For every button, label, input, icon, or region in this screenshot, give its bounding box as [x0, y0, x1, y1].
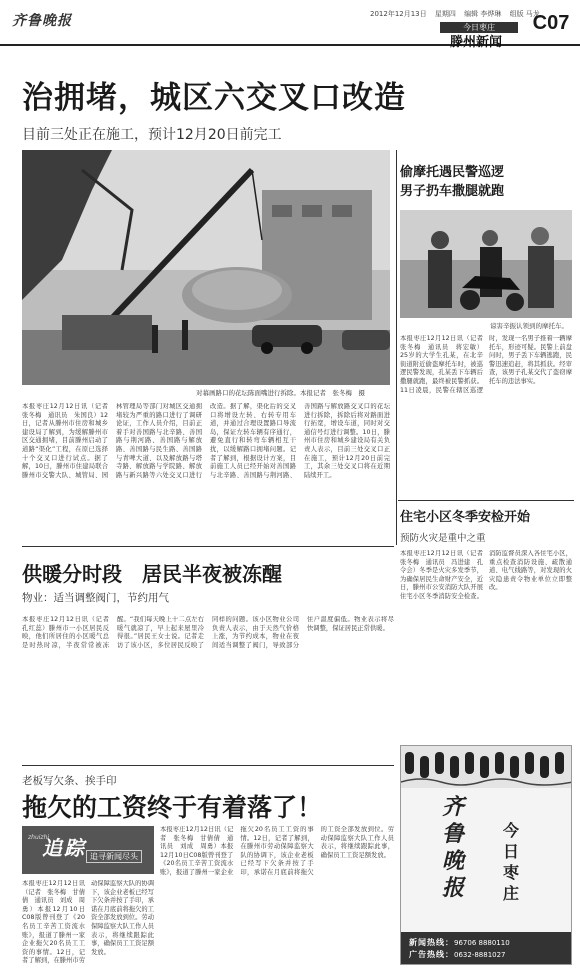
- side-a-photo: [400, 210, 572, 318]
- side-a-photo-caption: 谅害辛振认领到的摩托车。: [490, 322, 568, 330]
- side-b-body: 本报枣庄12月12日讯（记者 张冬梅 通讯员 冯进建 孔令会）冬季是火灾多发季节，为确保居民生命财产安全，近日，滕州市公安消防大队开展住宅小区冬季消防安全检查。消防监督员深入各住宅小区，重点检查消防设施、疏散通道、电气线路等，对发现的火灾隐患责令物业单位立即整改。: [400, 550, 572, 600]
- ad-today: 今日枣庄: [502, 821, 519, 903]
- story-a-photo: [22, 150, 390, 385]
- side-b-subtitle: 预防火灾是重中之重: [400, 533, 486, 544]
- story-a-body: 本报枣庄12月12日讯（记者 张冬梅 通讯员 朱国良）12日，记者从滕州市住房和城乡建设局了解到，为缓解滕州市区交通拥堵，目前滕州启动了道路“渠化”工程，在原已选择十个交叉口进行试点。据了解，10日，滕州市住建局联合滕州市交警大队、城管局、园林管理局等部门对城区交通拥堵较为严重的路口进行了调研论证，工作人员介绍，目前正着手对善国路与北辛路、善国路与荆河路、善国路与解放路、善国路与民生路、善国路与青啤大道、以及解放路与塔寺路、解放路与学院路、解放路与新兴路等六处交叉口进行改造。据了解，渠化后的交叉口将增设左转、右转专用车道，并通过合理设置路口导流岛，保证左转车辆有序通行，避免直行和转弯车辆相互干扰，以缓解路口拥堵问题。记者了解到，根据设计方案，目前施工人员已经开始对善国路与北辛路、善国路与荆河路、善国路与解放路交叉口的花坛进行拆除，拆除后将对路面进行拓宽，增设车道，同时对交通信号灯进行调整。10日，滕州市住房和城乡建设局有关负责人表示，目前三处交叉口正在施工，预计12月20日前完工，其余三处交叉口将在近期陆续开工。: [22, 403, 390, 479]
- story-c-body-right: 本报枣庄12月12日讯（记者 张冬梅 甘倩倩 通讯员 刘成 周勇）本报12月10日C08版曾刊登了《20名员工辛苦工资流水账》，报道了滕州一家企业拖欠20名员工工资的事情。12日，记者了解到，在滕州市劳动保障监察大队的协调下，该企业老板已经写下欠条并按了手印，承诺在月底前将拖欠的工资全部发放到位。劳动保障监察大队工作人员表示，将继续跟踪此事，确保员工工资足额发放。: [160, 826, 394, 876]
- column-divider: [396, 150, 397, 545]
- story-a-headline: 治拥堵，城区六交叉口改造: [22, 80, 406, 116]
- side-a-title-1: 偷摩托遇民警巡逻: [400, 165, 505, 180]
- editor-credit: 编辑 李烨琳: [464, 10, 502, 18]
- story-c-body-left: 本报枣庄12月12日讯（记者 张冬梅 甘倩倩 通讯员 刘成 周勇）本报12月10日C08版曾刊登了《20名员工辛苦工资流水账》，报道了滕州一家企业拖欠20名员工工资的事情。12日，记者了解到，在滕州市劳动保障监察大队的协调下，该企业老板已经写下欠条并按了手印，承诺在月底前将拖欠的工资全部发放到位。劳动保障监察大队工作人员表示，将继续跟踪此事，确保员工工资足额发放。: [22, 880, 154, 965]
- issue-date: 2012年12月13日: [370, 10, 427, 18]
- page-number: C07: [532, 12, 570, 34]
- newspaper-ad: [400, 745, 572, 965]
- story-c-kicker: 老板写欠条、挨手印: [22, 775, 117, 787]
- ad-hotline-label: 广告热线：: [409, 950, 454, 959]
- ad-brand: 齐鲁晚报: [441, 794, 464, 901]
- ad-hotline: 0632-8881027: [454, 951, 506, 959]
- issue-weekday: 星期四: [434, 10, 456, 18]
- follow-up-brand: 追踪: [42, 836, 86, 860]
- telephone-icon: [401, 746, 572, 788]
- story-a-photo-caption: 对幕画路口的花坛陈面嘴进行拆除。本报记者 张冬梅 摄: [196, 389, 365, 397]
- news-hotline: 96706 8880110: [454, 939, 510, 947]
- side-a-body: 本报枣庄12月12日讯（记者 张冬梅 通讯员 蒋宏敏）25岁的大学生孔某，在北辛街道附近偷盗摩托车时，被巡逻民警发现，孔某丢下车辆后撒腿就跑，最终被民警抓获。11日凌晨，民警在辖区巡逻时，发现一名男子推着一辆摩托车，形迹可疑。民警上前盘问时，男子丢下车辆逃跑，民警迅速追赶，将其抓获。经审查，该男子孔某交代了盗窃摩托车的违法事实。: [400, 335, 572, 394]
- story-a-subhead: 目前三处正在施工，预计12月20日前完工: [22, 127, 282, 143]
- side-b-title: 住宅小区冬季安检开始: [400, 510, 531, 525]
- follow-up-badge: [22, 826, 154, 874]
- section-name: 滕州新闻: [450, 35, 503, 50]
- masthead: [0, 0, 580, 50]
- newspaper-logo: 齐鲁晚报: [12, 13, 72, 29]
- follow-up-text: 追寻新闻尽头: [86, 850, 142, 863]
- ad-hotlines: [401, 932, 572, 965]
- story-b-body: 本报枣庄12月12日讯（记者 孔红蕊）滕州市一小区居民反映，他们所居住的小区暖气总是时热时凉，半夜常常被冻醒。“我们每天晚上十二点左右暖气就凉了，早上起来屋里冷得很。”居民王女士说。记者走访了该小区，多位居民反映了同样的问题。该小区物业公司负责人表示，由于天然气价格上涨，为节约成本，物业在夜间适当调整了阀门，导致部分住户温度偏低。物业表示将尽快调整，保证居民正常供暖。: [22, 616, 394, 649]
- section-divider-b: [22, 765, 394, 766]
- follow-up-small: zhuizhi: [28, 834, 50, 841]
- news-hotline-label: 新闻热线：: [409, 938, 454, 947]
- side-a-title-2: 男子扔车撒腿就跑: [400, 184, 505, 199]
- side-divider: [398, 500, 574, 501]
- story-b-headline: 供暖分时段 居民半夜被冻醒: [22, 562, 282, 586]
- story-b-subhead: 物业：适当调整阀门，节约用气: [22, 592, 169, 604]
- story-c-headline: 拖欠的工资终于有着落了！: [22, 793, 323, 822]
- today-tag: 今日枣庄: [440, 22, 518, 33]
- issue-meta: [370, 9, 546, 19]
- section-divider-a: [22, 546, 394, 547]
- design-credit: 组版 马龙: [509, 10, 540, 18]
